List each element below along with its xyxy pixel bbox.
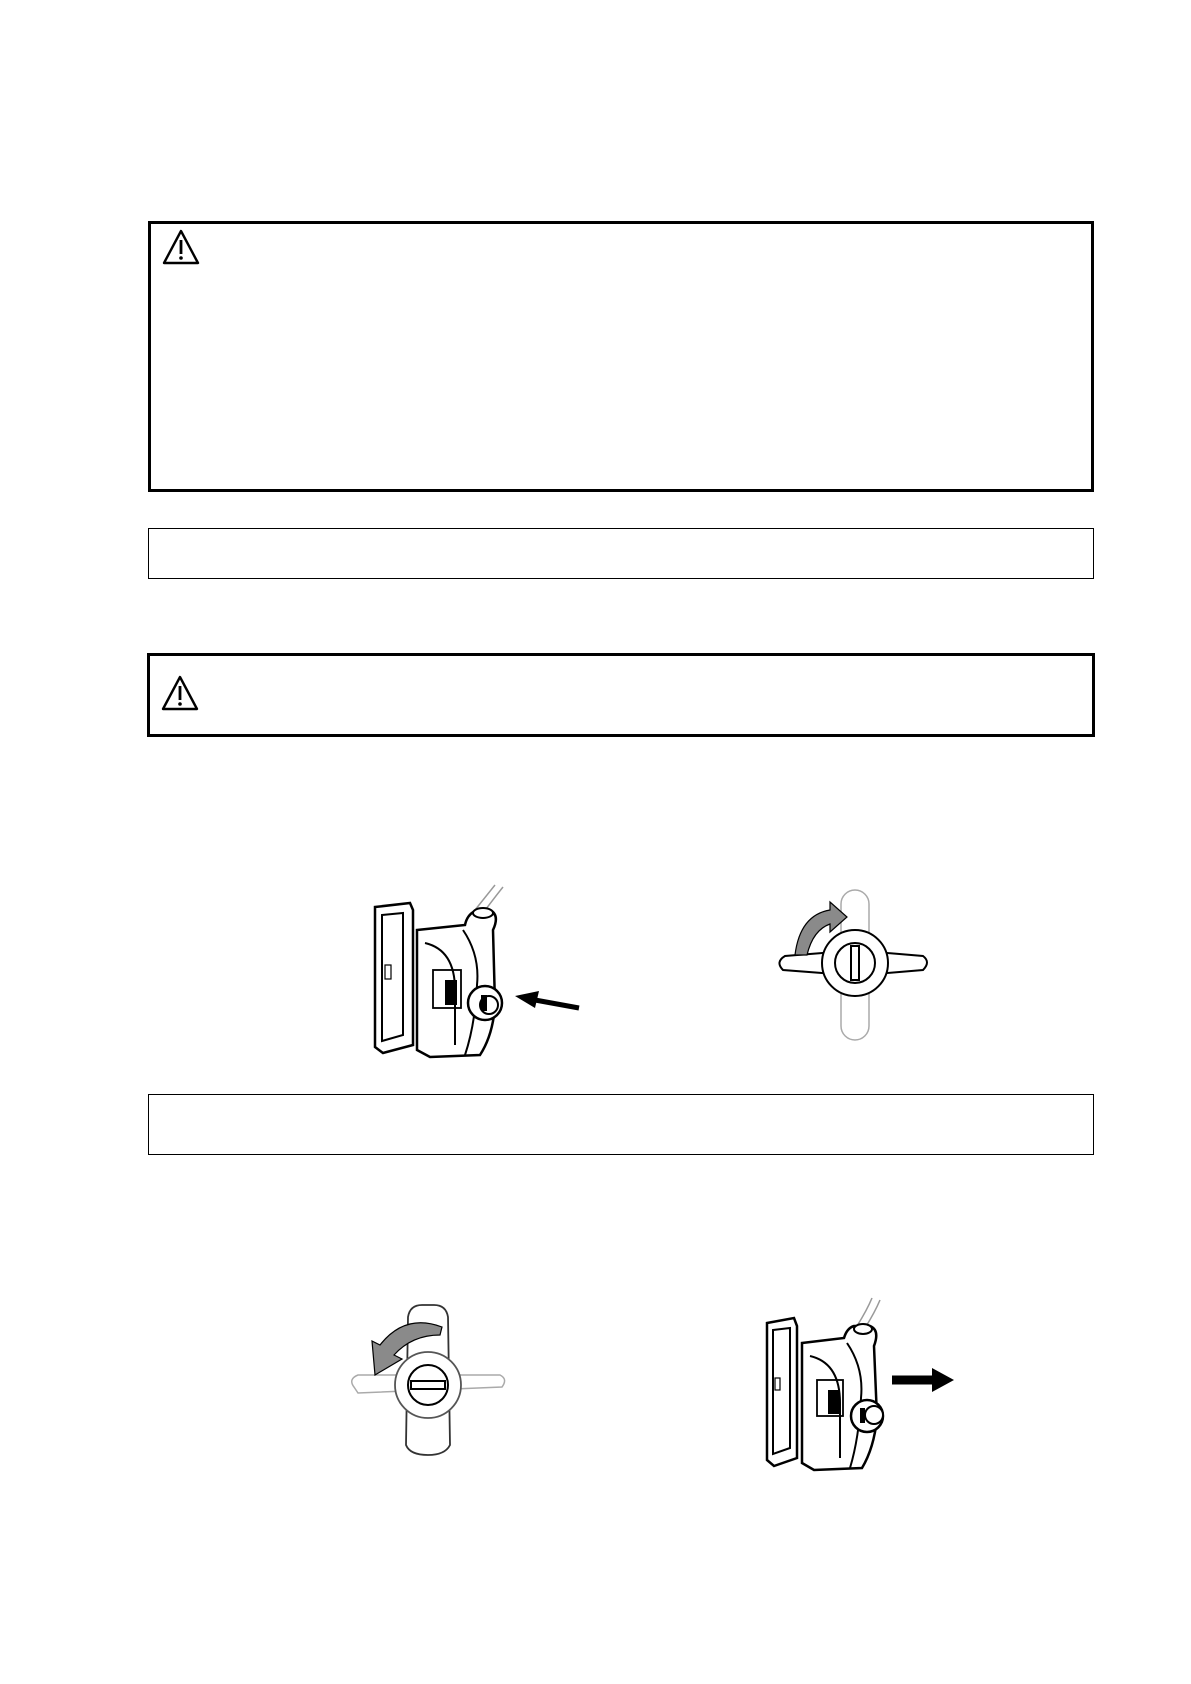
push-in-arrow xyxy=(515,991,579,1008)
note-box-1 xyxy=(148,528,1094,579)
warning-triangle-icon xyxy=(161,228,201,266)
lock-knob-icon xyxy=(775,890,930,1040)
lock-knob-icon xyxy=(350,1305,505,1455)
probe-connector-icon xyxy=(355,885,595,1060)
pull-out-arrow xyxy=(892,1368,954,1392)
note-box-2 xyxy=(148,1094,1094,1155)
probe-disconnect-pull-figure xyxy=(762,1298,962,1473)
lock-knob-rotate-counterclockwise-figure xyxy=(350,1305,505,1455)
lock-knob-rotate-clockwise-figure xyxy=(775,890,930,1040)
warning-triangle-icon xyxy=(160,674,200,712)
warning-box-2 xyxy=(147,653,1095,737)
warning-box-1 xyxy=(148,221,1094,492)
probe-connect-insert-figure xyxy=(355,885,595,1060)
probe-connector-icon xyxy=(762,1298,962,1473)
